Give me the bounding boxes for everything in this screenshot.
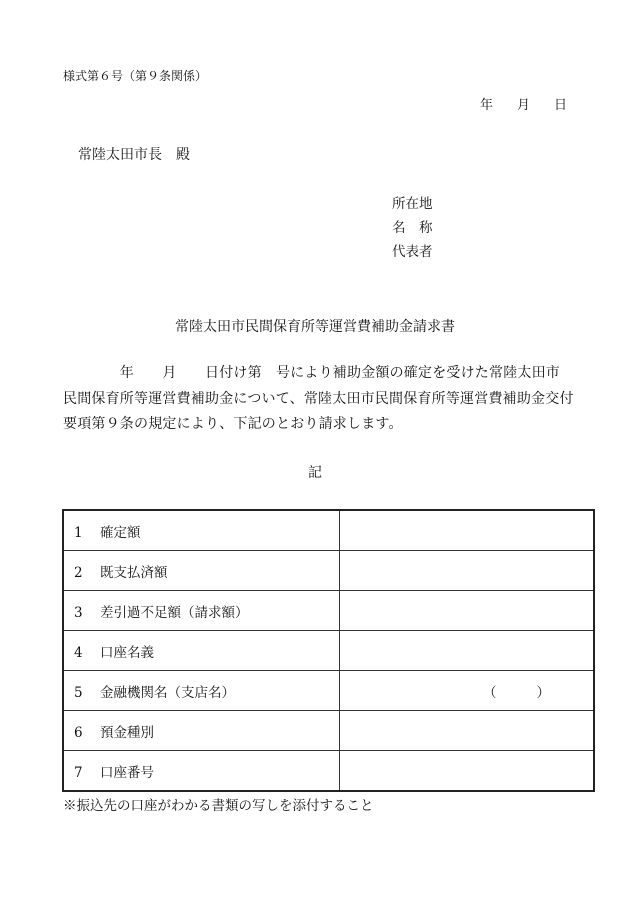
item-label: 金融機関名（支店名） — [100, 684, 235, 701]
item-value-cell[interactable] — [340, 671, 595, 711]
items-table — [62, 509, 595, 792]
item-label: 既支払済額 — [100, 564, 168, 581]
form-number: 様式第６号（第９条関係） — [63, 69, 208, 83]
branch-paren-open: （ — [483, 684, 497, 701]
item-label: 口座名義 — [100, 644, 154, 661]
item-number: 5 — [74, 684, 83, 701]
date-day: 日 — [554, 98, 568, 113]
item-value-cell[interactable] — [340, 751, 595, 792]
item-number: 6 — [74, 724, 83, 741]
item-label-cell — [63, 510, 340, 551]
item-value-cell[interactable] — [340, 711, 595, 751]
item-label-cell — [63, 551, 340, 591]
date-line — [480, 94, 567, 113]
applicant-name-label: 名 称 — [392, 220, 433, 236]
date-year: 年 — [480, 98, 494, 113]
item-number: 7 — [74, 764, 83, 781]
item-label: 差引過不足額（請求額） — [100, 604, 249, 621]
ki-heading: 記 — [308, 465, 322, 481]
table-row — [63, 551, 594, 591]
item-label-cell — [63, 631, 340, 671]
item-label: 確定額 — [100, 524, 141, 541]
table-row — [63, 631, 594, 671]
item-value-cell[interactable] — [340, 591, 595, 631]
item-label-cell — [63, 591, 340, 631]
item-value-cell[interactable] — [340, 510, 595, 551]
date-month: 月 — [517, 98, 531, 113]
item-label-cell — [63, 751, 340, 792]
applicant-address-label: 所在地 — [392, 196, 433, 212]
body-line-1: 年 月 日付け第 号により補助金額の確定を受けた常陸太田市 — [63, 365, 560, 381]
item-number: 1 — [74, 524, 83, 541]
table-row — [63, 671, 594, 711]
item-number: 3 — [74, 604, 83, 621]
item-value-cell[interactable] — [340, 551, 595, 591]
item-label: 預金種別 — [100, 724, 154, 741]
item-number: 2 — [74, 564, 83, 581]
item-label: 口座番号 — [100, 764, 154, 781]
body-paragraph — [63, 361, 583, 438]
body-line-2: 民間保育所等運営費補助金について、常陸太田市民間保育所等運営費補助金交付 — [63, 390, 574, 407]
item-number: 4 — [74, 644, 83, 661]
addressee: 常陸太田市長 殿 — [78, 147, 190, 163]
branch-paren-close: ） — [536, 684, 550, 701]
item-label-cell — [63, 671, 340, 711]
table-row — [63, 751, 594, 792]
document-title: 常陸太田市民間保育所等運営費補助金請求書 — [175, 319, 455, 335]
attachment-note: ※振込先の口座がわかる書類の写しを添付すること — [63, 798, 374, 814]
table-row — [63, 591, 594, 631]
item-value-cell[interactable] — [340, 631, 595, 671]
applicant-representative-label: 代表者 — [392, 244, 433, 260]
table-row — [63, 711, 594, 751]
table-row — [63, 510, 594, 551]
body-line-3: 要項第９条の規定により、下記のとおり請求します。 — [63, 416, 403, 432]
item-label-cell — [63, 711, 340, 751]
